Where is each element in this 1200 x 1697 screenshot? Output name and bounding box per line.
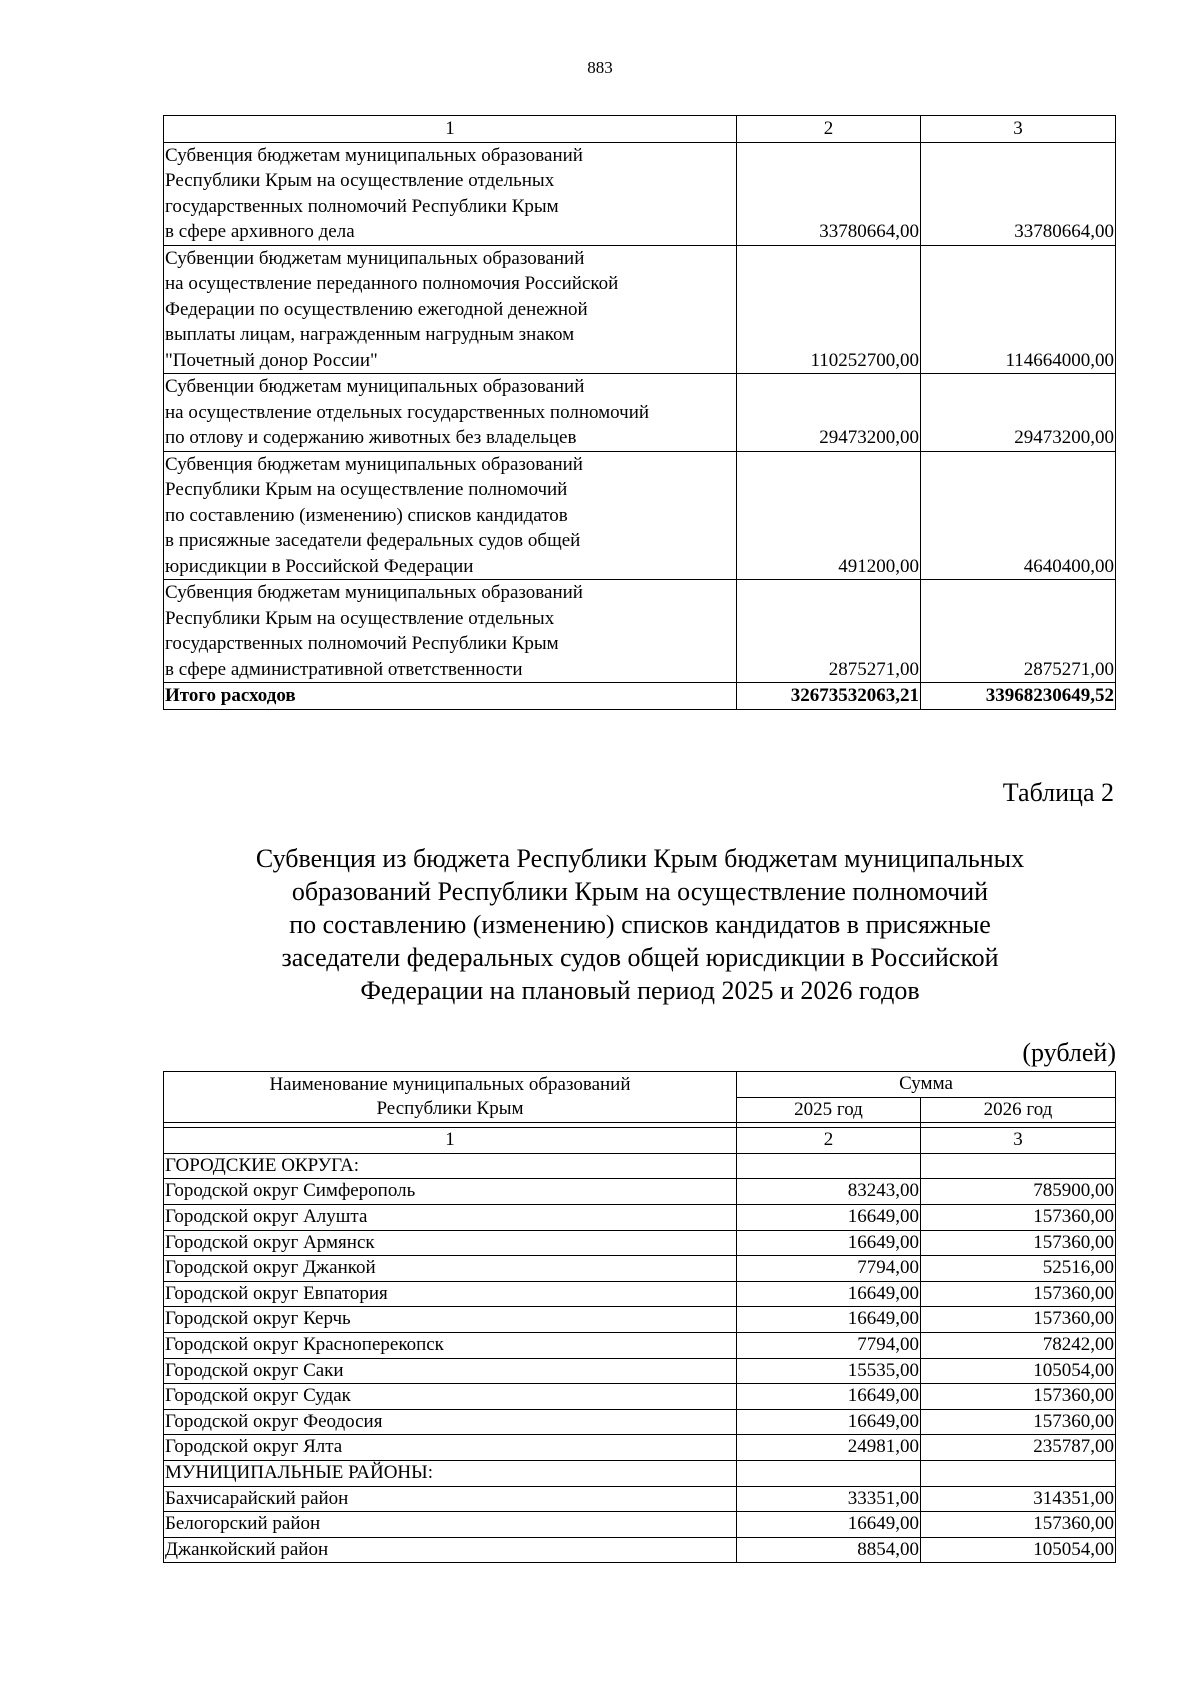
municipality-name: Городской округ Саки	[164, 1358, 737, 1384]
amount-2026: 157360,00	[921, 1204, 1116, 1230]
total-2026: 33968230649,52	[921, 683, 1116, 710]
description-line: государственных полномочий Республики Крым	[165, 633, 559, 654]
amount-2025: 2875271,00	[737, 580, 921, 683]
municipality-name: Городской округ Ялта	[164, 1435, 737, 1461]
expense-description	[164, 245, 737, 374]
amount-2026: 235787,00	[921, 1435, 1116, 1461]
section-row	[164, 1153, 1116, 1179]
amount-2025: 83243,00	[737, 1179, 921, 1205]
amount-2026: 157360,00	[921, 1307, 1116, 1333]
municipality-row	[164, 1537, 1116, 1563]
description-line: в сфере архивного дела	[165, 221, 355, 242]
amount-2026: 105054,00	[921, 1537, 1116, 1563]
amount-2025: 33351,00	[737, 1486, 921, 1512]
municipality-name: Городской округ Джанкой	[164, 1256, 737, 1282]
municipality-row	[164, 1230, 1116, 1256]
amount-2026: 314351,00	[921, 1486, 1116, 1512]
expense-row	[164, 580, 1116, 683]
name-header-line-2: Республики Крым	[376, 1098, 524, 1120]
municipality-row	[164, 1307, 1116, 1333]
amount-2025: 8854,00	[737, 1537, 921, 1563]
total-label: Итого расходов	[164, 683, 737, 710]
description-line: Республики Крым на осуществление отдельных	[165, 170, 555, 191]
amount-2026: 33780664,00	[921, 142, 1116, 245]
municipality-name: Городской округ Симферополь	[164, 1179, 737, 1205]
amount-2025: 29473200,00	[737, 374, 921, 452]
amount-2025: 110252700,00	[737, 245, 921, 374]
expense-row	[164, 374, 1116, 452]
amount-2025: 15535,00	[737, 1358, 921, 1384]
column-number-row	[164, 116, 1116, 143]
municipality-name: Городской округ Алушта	[164, 1204, 737, 1230]
description-line: Субвенции бюджетам муниципальных образований	[165, 376, 585, 397]
units-label: (рублей)	[1022, 1038, 1116, 1067]
municipality-row	[164, 1435, 1116, 1461]
municipality-row	[164, 1358, 1116, 1384]
amount-2026: 2875271,00	[921, 580, 1116, 683]
description-line: Республики Крым на осуществление отдельных	[165, 607, 555, 629]
column-number-2: 2	[737, 116, 921, 143]
description-line: в сфере административной ответственности	[165, 658, 523, 680]
sum-column-header: Сумма	[737, 1072, 1116, 1098]
amount-2025: 491200,00	[737, 451, 921, 580]
municipality-row	[164, 1281, 1116, 1307]
expense-description	[164, 580, 737, 683]
amount-2025: 33780664,00	[737, 142, 921, 245]
subvention-distribution-table	[163, 1071, 1116, 1563]
amount-2026: 4640400,00	[921, 451, 1116, 580]
name-header-line-1: Наименование муниципальных образований	[269, 1073, 631, 1095]
description-line: государственных полномочий Республики Крым	[165, 195, 559, 217]
expenses-table-continued	[163, 115, 1116, 710]
description-line: Субвенция бюджетам муниципальных образований	[165, 453, 583, 475]
description-line: "Почетный донор России"	[165, 349, 378, 371]
section-heading: ГОРОДСКИЕ ОКРУГА:	[164, 1153, 737, 1179]
amount-2026: 114664000,00	[921, 245, 1116, 374]
amount-2026: 29473200,00	[921, 374, 1116, 452]
amount-2026: 105054,00	[921, 1358, 1116, 1384]
municipality-row	[164, 1512, 1116, 1538]
amount-2025: 24981,00	[737, 1435, 921, 1461]
amount-2025: 16649,00	[737, 1384, 921, 1410]
title-line: по составлению (изменению) списков кандидатов в присяжные	[289, 910, 991, 939]
description-line: в присяжные заседатели федеральных судов общей	[165, 530, 581, 551]
municipality-row	[164, 1332, 1116, 1358]
municipality-name: Городской округ Керчь	[164, 1307, 737, 1333]
title-line: Федерации на плановый период 2025 и 2026 годов	[360, 976, 920, 1005]
description-line: на осуществление отдельных государственных полномочий	[165, 401, 650, 423]
description-line: Федерации по осуществлению ежегодной денежной	[165, 298, 588, 320]
municipality-name: Бахчисарайский район	[164, 1486, 737, 1512]
year-2026-header: 2026 год	[921, 1097, 1116, 1123]
description-line: по отлову и содержанию животных без владельцев	[165, 427, 577, 448]
column-number-3: 3	[921, 1128, 1116, 1154]
description-line: юрисдикции в Российской Федерации	[165, 555, 474, 577]
amount-2025: 16649,00	[737, 1512, 921, 1538]
amount-2026: 157360,00	[921, 1384, 1116, 1410]
title-line: Субвенция из бюджета Республики Крым бюджетам муниципальных	[255, 844, 1025, 873]
expense-row	[164, 245, 1116, 374]
expense-row	[164, 451, 1116, 580]
amount-2026: 157360,00	[921, 1230, 1116, 1256]
amount-2025: 16649,00	[737, 1307, 921, 1333]
description-line: Республики Крым на осуществление полномочий	[165, 479, 568, 500]
municipality-name: Белогорский район	[164, 1512, 737, 1538]
total-row	[164, 683, 1116, 710]
column-number-1: 1	[164, 1128, 737, 1154]
municipality-name: Городской округ Евпатория	[164, 1281, 737, 1307]
amount-2025: 16649,00	[737, 1230, 921, 1256]
section-heading: МУНИЦИПАЛЬНЫЕ РАЙОНЫ:	[164, 1460, 737, 1486]
municipality-row	[164, 1256, 1116, 1282]
municipality-name: Городской округ Армянск	[164, 1230, 737, 1256]
amount-2025: 16649,00	[737, 1204, 921, 1230]
description-line: на осуществление переданного полномочия Российской	[165, 273, 619, 294]
municipality-row	[164, 1409, 1116, 1435]
amount-2026: 157360,00	[921, 1512, 1116, 1538]
section-row	[164, 1460, 1116, 1486]
total-2025: 32673532063,21	[737, 683, 921, 710]
header-row	[164, 1072, 1116, 1098]
page-number: 883	[587, 58, 613, 77]
year-2025-header: 2025 год	[737, 1097, 921, 1123]
municipality-name: Джанкойский район	[164, 1537, 737, 1563]
municipality-row	[164, 1179, 1116, 1205]
municipality-row	[164, 1204, 1116, 1230]
column-number-2: 2	[737, 1128, 921, 1154]
column-number-3: 3	[921, 116, 1116, 143]
table-label: Таблица 2	[1002, 778, 1114, 807]
amount-2026: 52516,00	[921, 1256, 1116, 1282]
description-line: Субвенция бюджетам муниципальных образований	[165, 144, 583, 166]
municipality-name: Городской округ Красноперекопск	[164, 1332, 737, 1358]
name-column-header	[164, 1072, 737, 1123]
expense-description	[164, 451, 737, 580]
title-line: образований Республики Крым на осуществление полномочий	[291, 877, 989, 906]
expense-description	[164, 374, 737, 452]
description-line: Субвенция бюджетам муниципальных образований	[165, 582, 583, 603]
amount-2025: 16649,00	[737, 1281, 921, 1307]
description-line: по составлению (изменению) списков кандидатов	[165, 504, 568, 526]
municipality-name: Городской округ Феодосия	[164, 1409, 737, 1435]
amount-2025: 7794,00	[737, 1332, 921, 1358]
amount-2026: 78242,00	[921, 1332, 1116, 1358]
amount-2026: 157360,00	[921, 1281, 1116, 1307]
municipality-name: Городской округ Судак	[164, 1384, 737, 1410]
municipality-row	[164, 1486, 1116, 1512]
column-number-1: 1	[164, 116, 737, 143]
amount-2025: 7794,00	[737, 1256, 921, 1282]
amount-2025: 16649,00	[737, 1409, 921, 1435]
amount-2026: 785900,00	[921, 1179, 1116, 1205]
column-number-row	[164, 1128, 1116, 1154]
expense-description	[164, 142, 737, 245]
description-line: выплаты лицам, награжденным нагрудным знаком	[165, 324, 575, 345]
title-line: заседатели федеральных судов общей юрисдикции в Российской	[281, 943, 999, 972]
municipality-row	[164, 1384, 1116, 1410]
expense-row	[164, 142, 1116, 245]
table-title	[160, 842, 1120, 1007]
description-line: Субвенции бюджетам муниципальных образований	[165, 247, 585, 269]
amount-2026: 157360,00	[921, 1409, 1116, 1435]
